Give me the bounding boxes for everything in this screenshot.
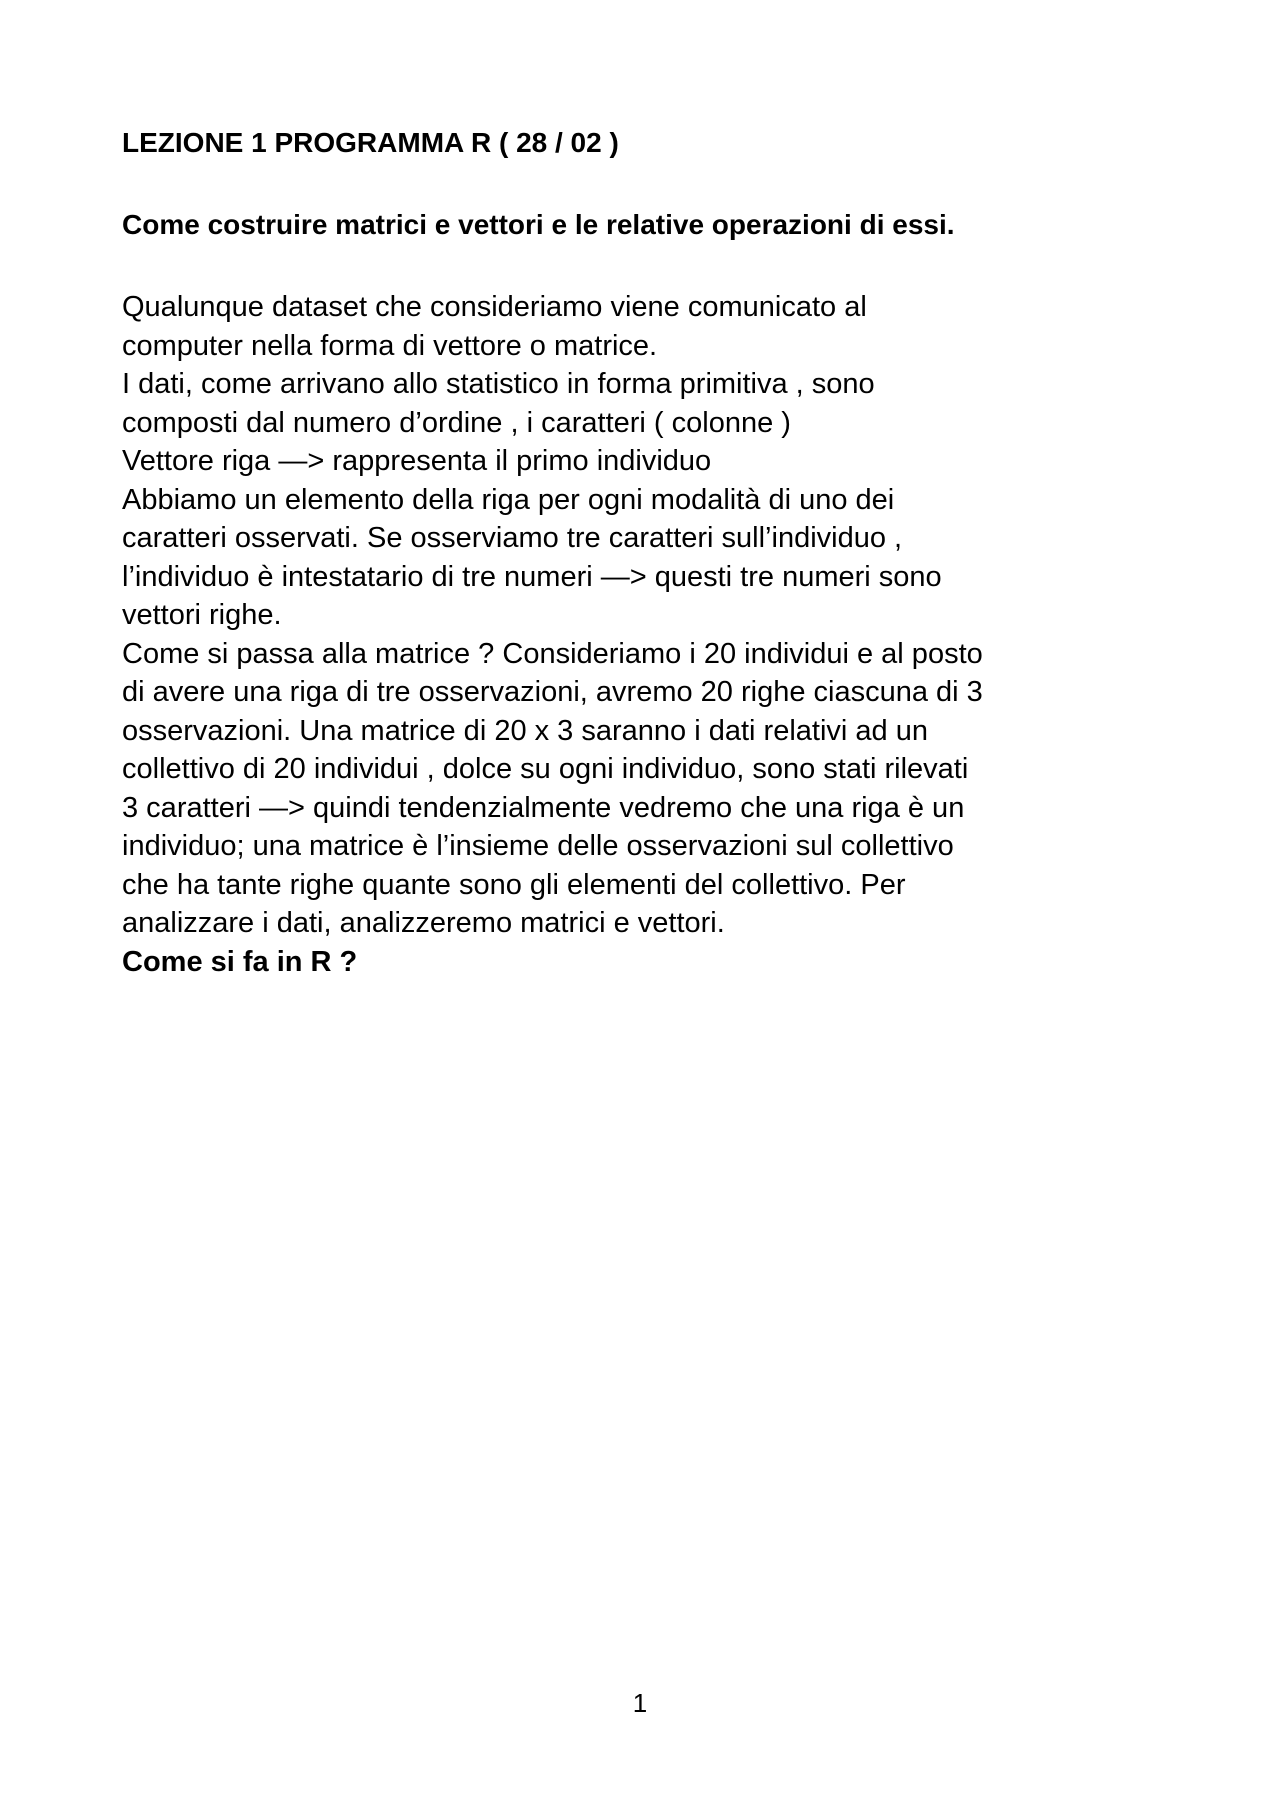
text-line: analizzare i dati, analizzeremo matrici e vettori. — [122, 907, 725, 939]
text-line: Come si passa alla matrice ? Consideriamo i 20 individui e al posto — [122, 637, 983, 670]
text-line: composti dal numero d’ordine , i caratteri ( colonne ) — [122, 406, 791, 439]
text-line: vettori righe. — [122, 599, 282, 631]
text-line: che ha tante righe quante sono gli elementi del collettivo. Per — [122, 868, 906, 901]
closing-question: Come si fa in R ? — [122, 945, 358, 978]
text-line: l’individuo è intestatario di tre numeri —> questi tre numeri sono — [122, 560, 942, 593]
text-line: di avere una riga di tre osservazioni, avremo 20 righe ciascuna di 3 — [122, 676, 983, 708]
text-line: computer nella forma di vettore o matrice. — [122, 329, 658, 362]
text-line: collettivo di 20 individui , dolce su ogni individuo, sono stati rilevati — [122, 753, 969, 785]
text-line: Qualunque dataset che consideriamo viene comunicato al — [122, 291, 867, 323]
section-subtitle: Come costruire matrici e vettori e le relative operazioni di essi. — [122, 209, 955, 240]
body-text — [122, 288, 1202, 981]
text-line: I dati, come arrivano allo statistico in forma primitiva , sono — [122, 368, 875, 400]
text-line: 3 caratteri —> quindi tendenzialmente vedremo che una riga è un — [122, 791, 965, 824]
text-line: Abbiamo un elemento della riga per ogni modalità di uno dei — [122, 483, 895, 516]
text-line: Vettore riga —> rappresenta il primo individuo — [122, 445, 712, 477]
text-line: caratteri osservati. Se osserviamo tre caratteri sull’individuo , — [122, 522, 903, 554]
text-line: individuo; una matrice è l’insieme delle osservazioni sul collettivo — [122, 830, 954, 862]
page-title: LEZIONE 1 PROGRAMMA R ( 28 / 02 ) — [122, 127, 619, 158]
page-number: 1 — [632, 1688, 648, 1718]
text-line: osservazioni. Una matrice di 20 x 3 saranno i dati relativi ad un — [122, 714, 928, 747]
